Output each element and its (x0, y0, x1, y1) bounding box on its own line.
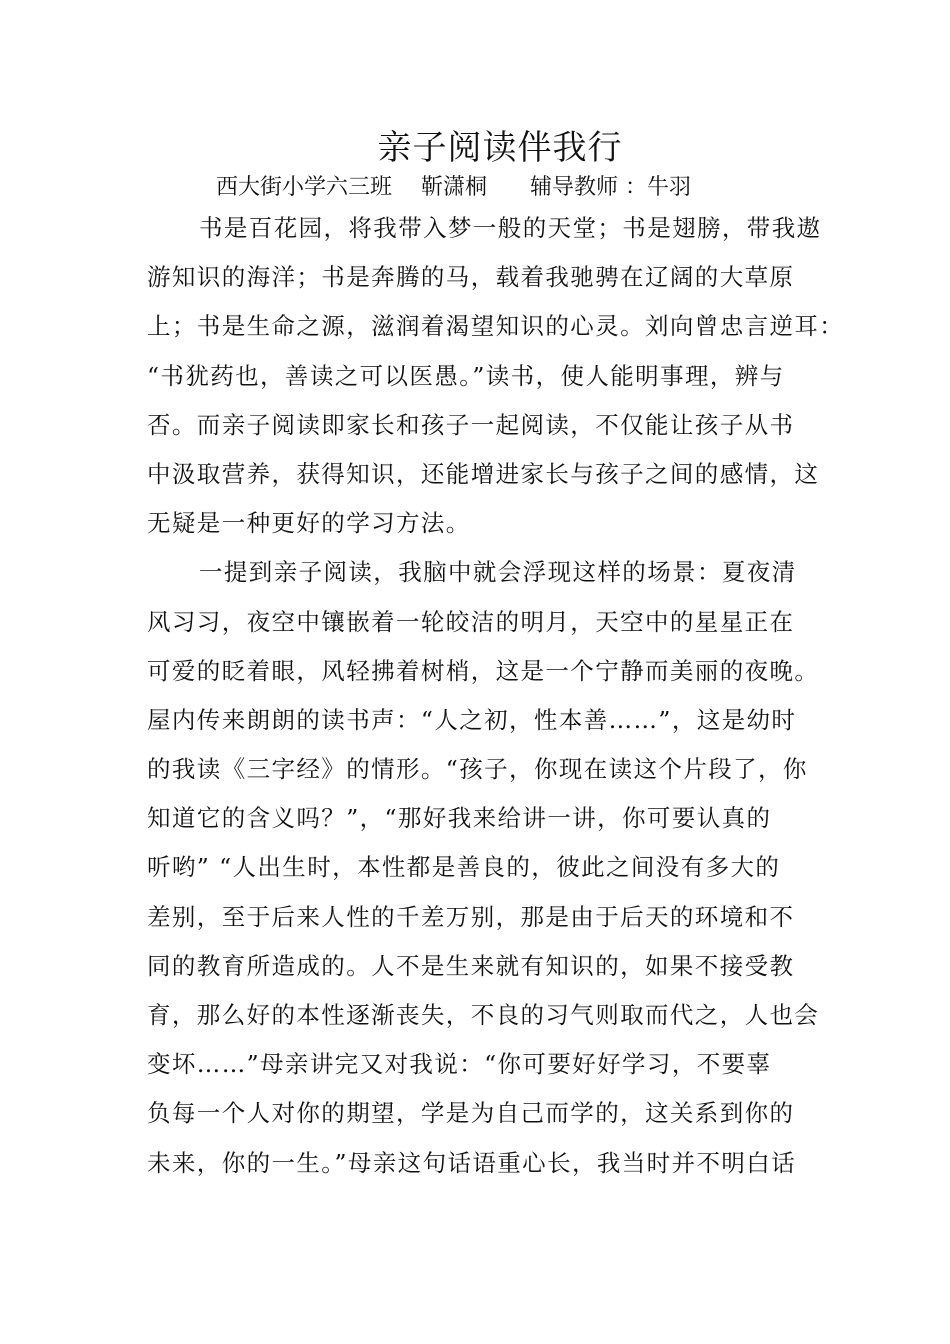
byline (216, 174, 691, 202)
text-line: 听哟” “人出生时，本性都是善良的，彼此之间没有多大的 (147, 853, 781, 882)
text-line: 变坏……”母亲讲完又对我说：“你可要好好学习，不要辜 (147, 1050, 772, 1079)
text-line: “书犹药也，善读之可以医愚。”读书，使人能明事理，辨与 (147, 361, 785, 390)
article-body (147, 204, 847, 1188)
text-line: 负每一个人对你的期望，学是为自己而学的，这关系到你的 (147, 1099, 795, 1128)
byline-author: 靳潇桐 (421, 175, 488, 200)
text-line: 风习习，夜空中镶嵌着一轮皎洁的明月，天空中的星星正在 (147, 607, 795, 636)
text-line: 游知识的海洋；书是奔腾的马，载着我驰骋在辽阔的大草原 (147, 263, 795, 292)
text-line: 书是百花园，将我带入梦一般的天堂；书是翅膀，带我遨 (199, 214, 822, 242)
text-line: 中汲取营养，获得知识，还能增进家长与孩子之间的感情，这 (147, 459, 820, 488)
text-line: 差别，至于后来人性的千差万别，那是由于后天的环境和不 (147, 902, 795, 931)
text-line: 未来，你的一生。”母亲这句话语重心长，我当时并不明白话 (147, 1148, 797, 1177)
text-line: 可爱的眨着眼，风轻拂着树梢，这是一个宁静而美丽的夜晚。 (147, 656, 820, 685)
text-line: 无疑是一种更好的学习方法。 (147, 509, 471, 538)
text-line: 一提到亲子阅读，我脑中就会浮现这样的场景：夏夜清 (199, 558, 797, 587)
text-line: 育，那么好的本性逐渐丧失，不良的习气则取而代之，人也会 (147, 1001, 820, 1029)
document-title: 亲子阅读伴我行 (377, 128, 623, 168)
text-line: 同的教育所造成的。人不是生来就有知识的，如果不接受教 (147, 951, 795, 980)
text-line: 的我读《三字经》的情形。“孩子，你现在读这个片段了，你 (147, 755, 808, 784)
text-line: 知道它的含义吗？”，“那好我来给讲一讲，你可要认真的 (147, 804, 772, 833)
byline-teacher: 辅导教师 ：牛羽 (530, 175, 692, 200)
text-line: 屋内传来朗朗的读书声：“人之初，性本善……”，这是幼时 (147, 705, 797, 734)
text-line: 上；书是生命之源，滋润着渴望知识的心灵。刘向曾忠言逆耳： (147, 312, 845, 341)
byline-school-class: 西大街小学六三班 (216, 175, 393, 200)
text-line: 否。而亲子阅读即家长和孩子一起阅读，不仅能让孩子从书 (147, 410, 795, 439)
